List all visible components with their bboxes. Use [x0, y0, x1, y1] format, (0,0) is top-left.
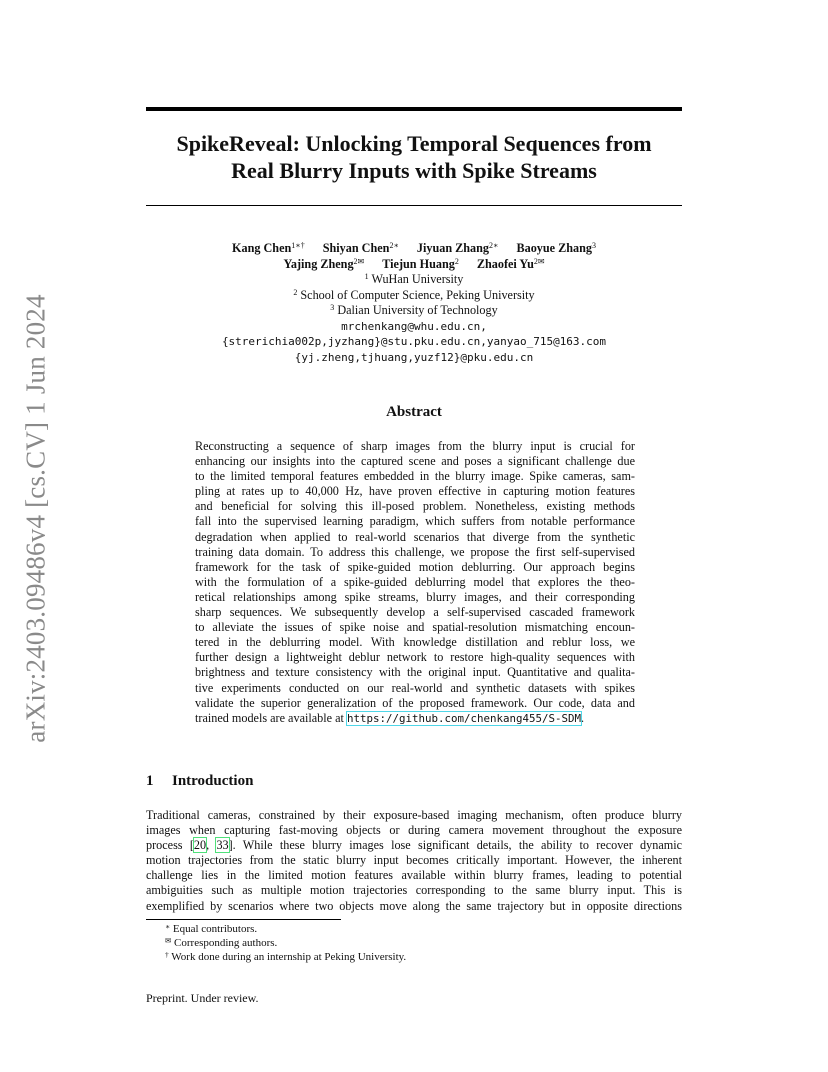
author-sup: 2✉ [533, 256, 545, 266]
abstract-heading: Abstract [386, 404, 442, 420]
affiliation [146, 288, 682, 304]
footnote-text: Equal contributors. [170, 923, 258, 935]
author-name: Jiyuan Zhang [416, 241, 490, 255]
affiliation-sup: 1 [364, 272, 369, 281]
abstract-line: with the formulation of a spike-guided deblurring model that explores the theo- [195, 574, 635, 589]
abstract-line: fall into the supervised learning paradigm, which suffers from notable performance [195, 514, 635, 529]
intro-line-suffix: ]. While these blurry images lose significant details, the ability to recover dynamic [228, 838, 683, 853]
email-line: {strerichia002p,jyzhang}@stu.pku.edu.cn,yanyao_715@163.com [221, 335, 607, 348]
abstract-body [195, 439, 635, 726]
affiliation-text: WuHan University [371, 272, 464, 286]
abstract-line-suffix: . [580, 710, 584, 725]
footnote [165, 950, 406, 964]
author-line-1 [146, 241, 682, 257]
abstract-line: pling at rates up to 40,000 Hz, have proven effective in capturing motion features [195, 484, 635, 499]
footnote-mark: ∗ [165, 922, 171, 931]
intro-line: ambiguities such as multiple motion trajectories corresponding to the same blurry input. This is [146, 883, 682, 898]
abstract-line: to the limited temporal features embedded in the blurry image. Spike cameras, sam- [195, 469, 635, 484]
abstract-line: brightness and texture consistency with the original input. Quantitative and qualita- [195, 665, 635, 680]
footnotes [165, 922, 406, 964]
abstract-line: to alleviate the issues of spike noise and spatial-resolution mismatching encoun- [195, 620, 635, 635]
author-sup: 2✉ [353, 256, 365, 266]
abstract-line: tered in the deblurring model. With knowledge distillation and reblur loss, we [195, 635, 635, 650]
affiliation-text: Dalian University of Technology [337, 303, 498, 317]
abstract-line: tive experiments conducted on our real-world and synthetic datasets with spikes [195, 680, 635, 695]
section-title: Introduction [172, 773, 254, 789]
footnote [165, 922, 406, 936]
intro-line: Traditional cameras, constrained by their exposure-based imaging mechanism, often produce blurry [146, 808, 682, 822]
intro-line: images when capturing fast-moving objects or during camera movement throughout the exposure [146, 823, 682, 838]
arxiv-identifier-text: arXiv:2403.09486v4 [cs.CV] 1 Jun 2024 [20, 293, 51, 743]
abstract-line: framework for the task of spike-guided motion deblurring. Our approach begins [195, 559, 635, 574]
affiliation [146, 303, 682, 319]
abstract-line: further design a lightweight deblur network to restore high-quality sequences with [195, 650, 635, 665]
email-line: mrchenkang@whu.edu.cn, [341, 319, 487, 333]
author-name: Tiejun Huang [382, 256, 455, 271]
author-sup: 2∗ [489, 241, 499, 250]
citation-separator: , [206, 838, 217, 853]
title-top-rule [146, 107, 682, 111]
footnote-text: Work done during an internship at Peking University. [168, 951, 407, 963]
intro-line-with-citations [146, 838, 682, 853]
title-line-2: Real Blurry Inputs with Spike Streams [231, 158, 597, 183]
intro-line: motion trajectories from the static blurry input becomes critically important. However, the inherent [146, 853, 682, 868]
abstract-line: validate the superior generalization of the proposed framework. Our code, data and [195, 695, 635, 710]
author-sup: 1∗† [291, 241, 305, 250]
abstract-line: enhancing our insights into the captured scene and poses a significant challenge due [195, 454, 635, 469]
code-repository-link[interactable]: https://github.com/chenkang455/S-SDM [346, 711, 581, 725]
citation-link[interactable]: 20 [193, 838, 207, 853]
preprint-notice: Preprint. Under review. [146, 991, 259, 1005]
abstract-line: training data domain. To address this challenge, we propose the first self-supervised [195, 544, 635, 559]
intro-line-prefix: process [ [146, 838, 194, 853]
abstract-line: retical relationships among spike streams, blurry images, and their corresponding [195, 589, 635, 604]
title-bottom-rule [146, 205, 682, 206]
author-name: Zhaofei Yu [476, 256, 534, 271]
author-line-2 [146, 257, 682, 273]
paper-title [146, 130, 682, 184]
footnote [165, 936, 406, 950]
abstract-line-prefix: trained models are available at [195, 710, 347, 725]
email-line: {yj.zheng,tjhuang,yuzf12}@pku.edu.cn [294, 350, 534, 364]
affiliation-sup: 3 [330, 303, 335, 312]
arxiv-identifier [12, 278, 60, 758]
introduction-body [146, 808, 682, 914]
affiliation-text: School of Computer Science, Peking University [300, 287, 535, 302]
abstract-last-line [195, 711, 635, 726]
intro-line: exemplified by scenarios where two objects move along the same trajectory but in opposite directions [146, 898, 682, 913]
author-sup: 2 [454, 256, 459, 266]
citation-link[interactable]: 33 [216, 838, 229, 853]
author-name: Baoyue Zhang [516, 241, 592, 255]
abstract-line: sharp sequences. We subsequently develop a self-supervised cascaded framework [195, 605, 635, 620]
abstract-line: Reconstructing a sequence of sharp images from the blurry input is crucial for [195, 439, 635, 453]
footnote-text: Corresponding authors. [171, 937, 278, 949]
affiliation-sup: 2 [293, 287, 298, 297]
abstract-line: and beneficial for solving this ill-posed problem. Nonetheless, existing methods [195, 499, 635, 514]
author-sup: 3 [592, 241, 596, 250]
affiliation [146, 272, 682, 288]
title-line-1: SpikeReveal: Unlocking Temporal Sequences from [176, 131, 652, 156]
author-name: Shiyan Chen [322, 241, 390, 255]
author-name: Yajing Zheng [283, 256, 354, 271]
footnote-mark: † [165, 950, 169, 959]
abstract-line: degradation when applied to real-world scenarios that diverge from the synthetic [195, 529, 635, 544]
section-number: 1 [146, 773, 154, 789]
author-name: Kang Chen [232, 241, 292, 255]
intro-line: challenge lies in the limited motion features available within blurry frames, leading to potential [146, 868, 682, 883]
footnote-mark: ✉ [165, 936, 172, 945]
author-sup: 2∗ [389, 241, 399, 250]
footnote-rule [146, 919, 341, 920]
section-heading-introduction [146, 773, 253, 790]
author-block [146, 241, 682, 365]
